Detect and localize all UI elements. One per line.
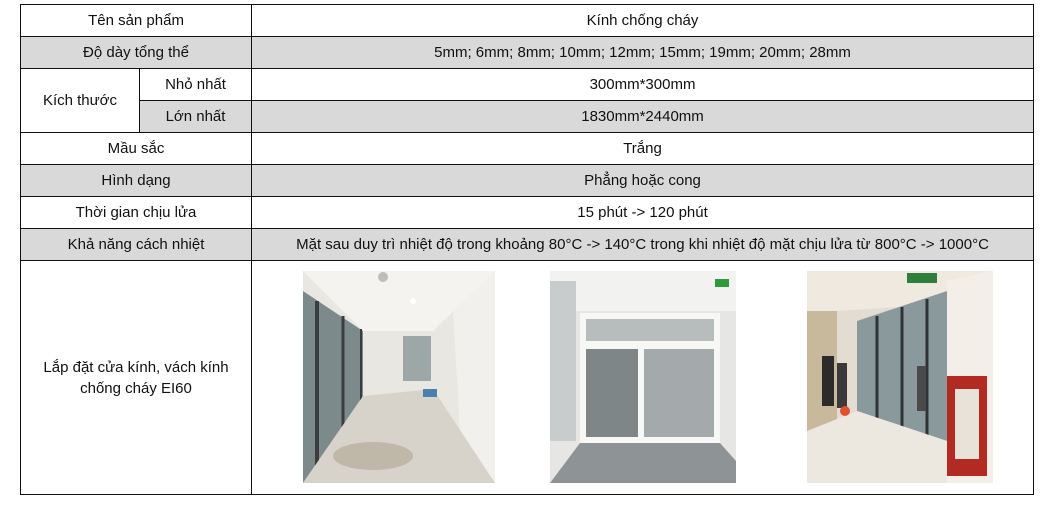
row-size-min	[21, 69, 1034, 101]
value-shape: Phẳng hoặc cong	[252, 165, 1034, 197]
hallway-glass-partition-photo	[807, 271, 993, 483]
install-photos-cell	[252, 261, 1034, 495]
value-product-name: Kính chống cháy	[252, 5, 1034, 37]
label-color: Mầu sắc	[21, 133, 252, 165]
label-size-max: Lớn nhất	[140, 101, 252, 133]
install-photos	[252, 261, 1033, 494]
row-install	[21, 261, 1034, 495]
value-size-min: 300mm*300mm	[252, 69, 1034, 101]
label-shape: Hình dạng	[21, 165, 252, 197]
label-size: Kích thước	[21, 69, 140, 133]
value-color: Trắng	[252, 133, 1034, 165]
label-install: Lắp đặt cửa kính, vách kính chống cháy EI60	[21, 261, 252, 495]
row-fire-time	[21, 197, 1034, 229]
row-product-name	[21, 5, 1034, 37]
row-size-max	[21, 101, 1034, 133]
row-color	[21, 133, 1034, 165]
row-thickness	[21, 37, 1034, 69]
row-insulation	[21, 229, 1034, 261]
label-thickness: Độ dày tổng thể	[21, 37, 252, 69]
value-size-max: 1830mm*2440mm	[252, 101, 1034, 133]
value-fire-time: 15 phút -> 120 phút	[252, 197, 1034, 229]
spec-table	[20, 4, 1034, 495]
label-size-min: Nhỏ nhất	[140, 69, 252, 101]
value-thickness: 5mm; 6mm; 8mm; 10mm; 12mm; 15mm; 19mm; 20mm; 28mm	[252, 37, 1034, 69]
row-shape	[21, 165, 1034, 197]
label-insulation: Khả năng cách nhiệt	[21, 229, 252, 261]
label-fire-time: Thời gian chịu lửa	[21, 197, 252, 229]
value-insulation: Mặt sau duy trì nhiệt độ trong khoảng 80°C -> 140°C trong khi nhiệt độ mặt chịu lửa từ 800°C -> 1000°C	[252, 229, 1034, 261]
corridor-glass-wall-photo	[303, 271, 495, 483]
glass-door-partition-photo	[550, 271, 736, 483]
label-product-name: Tên sản phẩm	[21, 5, 252, 37]
